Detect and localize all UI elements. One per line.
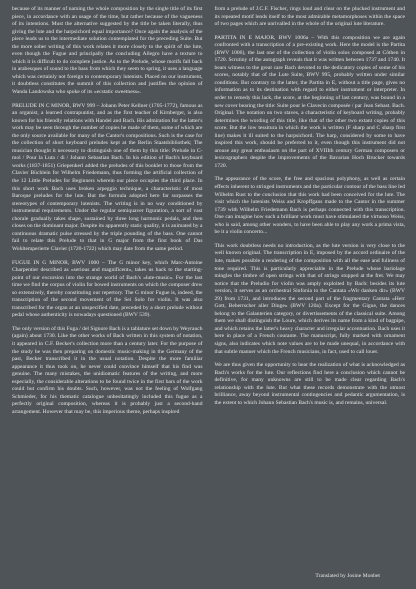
paragraph-conclusion: We are thus given the opportunity to hear the realization of what is acknowledged as Bach's works for the lute. Our reflections find here a conclusion which cannot be definitive, for many unknowns are still to be made clear regarding Bach's relationship with the lute. But what these records demonstrate with the utmost brilliance, away beyond instrumental contingencies and pedantic argumentation, is the extent to which Johann Sebastian Bach's music is, and remains, universal. <box>214 362 405 406</box>
paragraph: from a prelude of J.C.F. Fischer, rings loud and clear on the plucked instrument and its repeated motif lends itself to the most admirable metamorphoses within the space of two pages which are unrivalled in the whole of the original lute literature. <box>214 6 405 28</box>
translator-credit: Translated by Josine Monbet <box>315 573 380 579</box>
paragraph: This work doubtless needs no introduction, as the lute version is very close to the well known original. The transcription in E, imposed by the accord ordinaire of the lute, makes possible a rendering of the composition with all the ease and fullness of tone required. This is particularly appreciable in the Prelude whose bariolage mingles the timbre of open strings with that of strings stopped at the fret. We may notice that the Preludio for violin was amply exploited by Bach: besides its lute version, it serves as an orchestral Sinfonia to the Cantata «Wir danken dir» (BWV 29) from 1731, and introduces the second part of the fragmentary Cantata «Herr Gott, Beherrscher aller Dinge» (BWV 120a). Except for the Gigue, the dances belong to the Galanterien category, or divertissements of the classical suite. Among them we shall distinguish the Loure, which derives its name from a kind of bagpipe, and which retains the latter's heavy character and irregular accentuation. Bach uses it here in place of a French courante. The manuscript, fully marked with ornament signs, also indicates which note values are to be made unequal, in accordance with that subtle manner which the French musicians, in fact, used to call louer. <box>214 242 405 355</box>
paragraph-fugue-g-minor: FUGUE IN G MINOR, BWV 1000 – The G minor key, which Marc-Antoine Charpentier described as «serious and magnificent», takes us back to the starting-point of our excursion into the strange world of Bach's «lute-music». For the last time we find the corpus of violin for bowed instruments on which the composer drew so extensively, thereby constituting our repertory. The G minor Fugue is, indeed, the transcription of the second movement of the Sei Solo for violin. It was also transcribed for the organ at an unspecified date, preceded by a short prelude without pedal whose authenticity is nowadays questioned (BWV 539). <box>12 259 203 319</box>
paragraph: because of its manner of naming the whole composition by the single title of its first piece, in accordance with an usage of the time, but rather because of the vagueness of its intentions. Must the alternative suggested by the title be taken literally, thus giving the lute and the harpsichord equal importance? Once again the analysis of the piece leads us to the intermediate solution contemplated for the preceding Suite. But the more sober writing of this work relates it more closely to the spirit of the lute, even though the Fugue and principally the concluding Allegro have a texture to which it is difficult to do complete justice. As to the Prelude, whose motifs fall back in arabesques of sound to the bass from which they seem to spring, it uses a language which was certainly not foreign to contemporary lutenists. Placed on our instrument, it doubtless constitutes the summit of this collection and justifies the opinion of Wanda Landowska who spoke of its «ecstatic sweetness». <box>12 6 203 96</box>
paragraph: The only version of this Fuga / del Signore Bach is a tablature set down by Weyrauch (again) about 1730. Like the other works of Bach written in this system of notation, it appeared in C.F. Becker's collection more than a century later. For the purpose of the study he was then preparing on domestic music-making in the Germany of the past, Becker transcribed it in the usual notation. Despite the more familiar appearance it thus took on, he never could convince himself that his find was genuine. The many mistakes, the unidiomatic features of the writing, and more especially, the considerable alterations to be found twice in the first bars of the work could but confirm his doubts. Such, however, was not the feeling of Wolfgang Schmieder, for his thematic catalogue unhesitatingly included this fugue as a perfectly original composition, whereas it is probably just a second-hand arrangement. However that may be, this imperious theme, perhaps inspired <box>12 325 203 415</box>
paragraph: The appearance of the score, the free and spacious polyphony, as well as certain effects inherent to stringed instruments and the particular contour of the bass line led Wilhelm Rust to the conclusion that this work had been conceived for the lute. The visit which the lutenists Weiss and Kropffgans made to the Cantor in the summer 1739 with Wilhelm Friedemann Bach is perhaps connected with this transcription. One can imagine how such a brilliant work must have stimulated the virtuoso Weiss, who is said, among other wonders, to have been able to play any work a prima vista, be it a violin concerto... <box>214 176 405 236</box>
paragraph-prelude-c-minor: PRELUDE IN C MINOR, BWV 999 – Johann Peter Kellner (1705-1772), famous as an organist, a learned contrapuntist, and as the first teacher of Kirnberger, is also known for his friendly relations with Handel and Bach. His admiration for the latter's work may be seen through the number of copies he made of them, some of which are the only source available for many of the Cantor's compositions. Such is the case for the collection of short keyboard preludes kept at the Berlin Staatsbibliothek; The musician thought it necessary to distinguish one of them by this title: Prelude in C-mol / Pour la Luta / di / Johann Sebastian Bach. In his edition of Bach's keyboard works (1837-1851) Griepenkerl added the preludes of this booklet to those from the Clavier Büchlein for Wilhelm Friedemann, thus forming the artificial collection of the 12 Little Preludes for Beginners wherein our piece occupies the third place. In this short work Bach uses broken arpeggio technique, a characteristic of most Baroque preludes for the lute. But the formula adopted here far surpasses the stereotypes of contemporary lutenists. The writing is in no way conditioned by instrumental requirements. Under the regular semiquaver figuration, a sort of vast chorale gradually takes shape, sustained by three long harmonic pedals, and then closes on the dominant major. Despite its apparently static quality, it is animated by a continuous dramatic pulse stressed by the triple pounding of the bass. One cannot fail to relate this Prelude to that in G major from the first book of Das Wohltemperierte Clavier (1720-1722) which may date from the same period. <box>12 102 203 252</box>
paragraph-partita-e-major: PARTITA IN E MAJOR, BWV 1006a – With this composition we are again confronted with a transcription of a pre-existing work. Here the model is the Partita (BWV 1006), the last one of the collection of violin solos composed at Cöthen in 1720. Scrutiny of the autograph reveals that it was written between 1737 and 1740. It bears witness to the great care Bach devoted to the dedicatory copies of some of his scores, notably that of the Lute Suite, BWV 995, probably written under similar conditions. But contrary to the latter, the Partita in E, without a title page, gives no information as to its destination with regard to either instrument or interpreter. In order to remedy this lack, the score, at the beginning of last century, was bound in a new cover bearing the title: Suite pour le Clavecin composée / par Jean Sebast. Bach. Original. The notation on two staves, a characteristic of keyboard writing, probably determines the wording of this title, like that of the other two extant copies of this score. But the low tessitura in which the work is written (F sharp and C sharp first line) makes it ill suited to the harpsichord. The harp, considered by some to have inspired this work, should be preferred to it, even though this instrument did not arouse any great enthusiasm on the part of XVIIIth century German composers or lexicographers despite the improvements of the Bavarian Hoch Brucker towards 1720. <box>214 34 405 169</box>
left-column <box>12 6 203 583</box>
right-column <box>215 6 406 583</box>
